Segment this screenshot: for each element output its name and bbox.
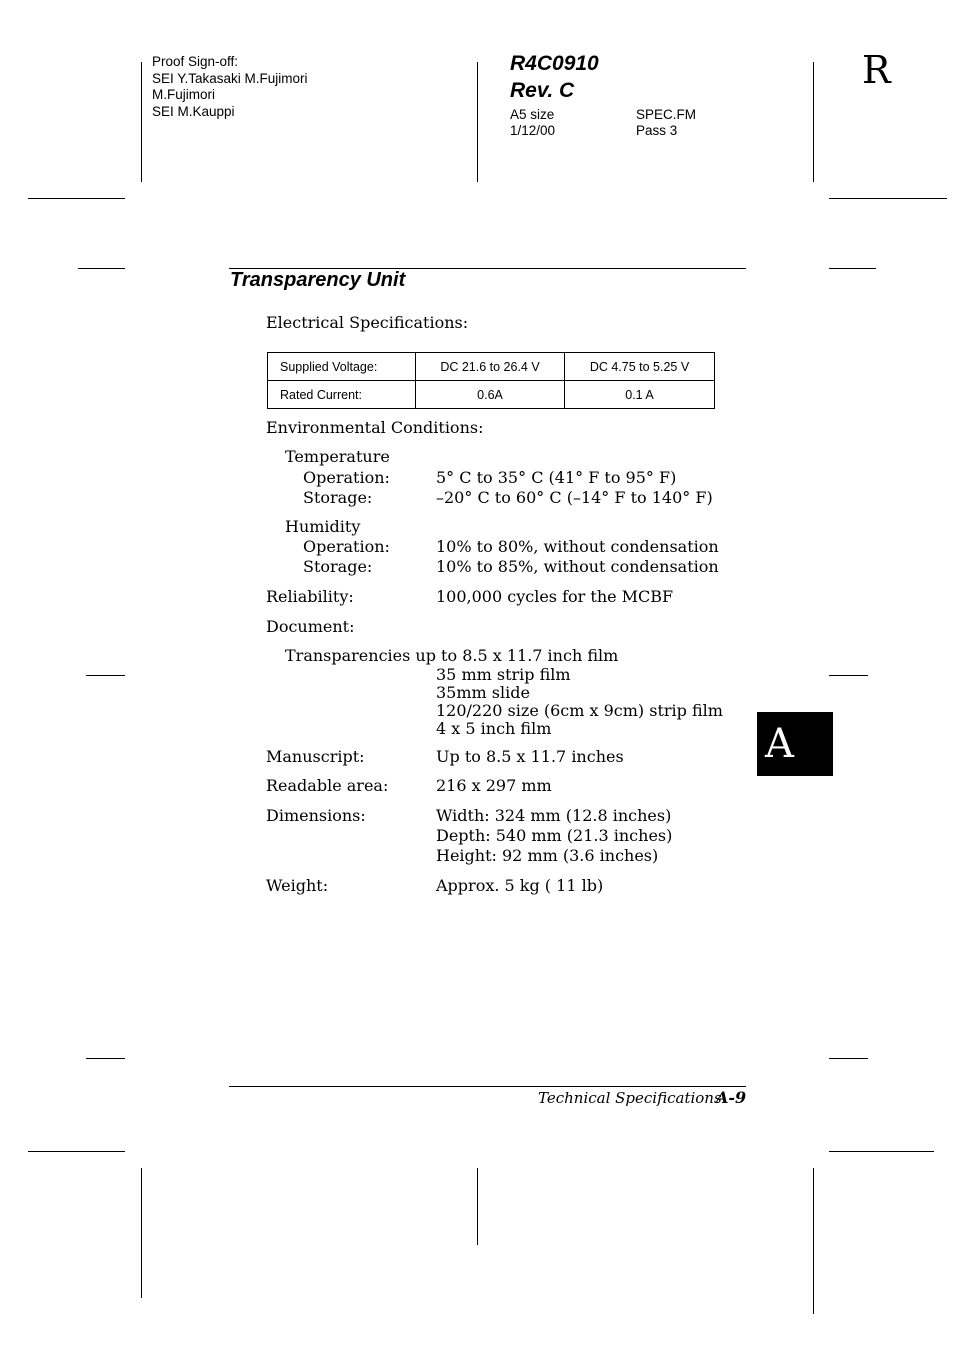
crop-mark (477, 1168, 478, 1245)
crop-mark (477, 62, 478, 182)
dimensions-width: Width: 324 mm (12.8 inches) (436, 806, 672, 825)
reliability-value: 100,000 cycles for the MCBF (436, 587, 674, 606)
chapter-letter: R (862, 48, 891, 92)
humidity-storage-value: 10% to 85%, without condensation (436, 557, 719, 576)
document-film-list (436, 666, 723, 738)
doc-size: A5 size (510, 107, 555, 122)
crop-mark (86, 675, 125, 676)
crop-mark (829, 268, 876, 269)
document-id (510, 50, 599, 104)
list-item: 35 mm strip film (436, 665, 571, 684)
crop-mark (829, 198, 947, 199)
crop-mark (86, 1058, 125, 1059)
readable-area-label: Readable area: (266, 776, 389, 795)
table-cell: DC 21.6 to 26.4 V (416, 353, 565, 381)
section-title: Transparency Unit (230, 269, 406, 291)
temp-operation-value: 5° C to 35° C (41° F to 95° F) (436, 468, 677, 487)
weight-label: Weight: (266, 876, 329, 895)
doc-date: 1/12/00 (510, 123, 556, 138)
humidity-label: Humidity (285, 517, 361, 536)
temp-storage-label: Storage: (303, 488, 373, 507)
list-item: 4 x 5 inch film (436, 719, 552, 738)
crop-mark (78, 268, 125, 269)
proof-line: M.Fujimori (152, 87, 215, 102)
table-cell: 0.6A (416, 381, 565, 409)
crop-mark (829, 1151, 934, 1152)
crop-mark (141, 62, 142, 182)
crop-mark (813, 62, 814, 182)
temp-storage-value: –20° C to 60° C (–14° F to 140° F) (436, 488, 713, 507)
crop-mark (829, 1058, 868, 1059)
appendix-tab: A (757, 712, 833, 776)
dimensions-label: Dimensions: (266, 806, 366, 825)
environment-label: Environmental Conditions: (266, 418, 484, 437)
electrical-label: Electrical Specifications: (266, 313, 469, 332)
proof-signoff (152, 54, 308, 120)
crop-mark (829, 675, 868, 676)
table-cell: Rated Current: (268, 381, 416, 409)
page-number: A-9 (716, 1088, 747, 1107)
footer-title: Technical Specifications (538, 1089, 722, 1107)
transparencies-text: Transparencies up to 8.5 x 11.7 inch film (285, 646, 619, 665)
crop-mark (813, 1168, 814, 1314)
table-cell: 0.1 A (565, 381, 715, 409)
doc-file: SPEC.FM (636, 107, 697, 122)
proof-line: SEI M.Kauppi (152, 103, 235, 119)
manuscript-value: Up to 8.5 x 11.7 inches (436, 747, 624, 766)
humidity-storage-label: Storage: (303, 557, 373, 576)
humidity-operation-value: 10% to 80%, without condensation (436, 537, 719, 556)
temperature-label: Temperature (285, 447, 390, 466)
crop-mark (28, 198, 125, 199)
document-code: R4C0910 (510, 52, 599, 75)
manuscript-label: Manuscript: (266, 747, 365, 766)
table-cell: Supplied Voltage: (268, 353, 416, 381)
footer-rule (229, 1086, 746, 1087)
dimensions-depth: Depth: 540 mm (21.3 inches) (436, 826, 673, 845)
reliability-label: Reliability: (266, 587, 354, 606)
document-label: Document: (266, 617, 355, 636)
crop-mark (28, 1151, 125, 1152)
doc-pass: Pass 3 (636, 123, 678, 138)
electrical-spec-table (267, 352, 715, 409)
proof-line: SEI Y.Takasaki M.Fujimori (152, 70, 308, 86)
list-item: 120/220 size (6cm x 9cm) strip film (436, 701, 723, 720)
table-row (268, 381, 715, 409)
table-row (268, 353, 715, 381)
list-item: 35mm slide (436, 683, 530, 702)
proof-line: Proof Sign-off: (152, 54, 239, 69)
humidity-operation-label: Operation: (303, 537, 390, 556)
crop-mark (141, 1168, 142, 1298)
temp-operation-label: Operation: (303, 468, 390, 487)
readable-area-value: 216 x 297 mm (436, 776, 552, 795)
weight-value: Approx. 5 kg ( 11 lb) (436, 876, 604, 895)
dimensions-height: Height: 92 mm (3.6 inches) (436, 846, 659, 865)
table-cell: DC 4.75 to 5.25 V (565, 353, 715, 381)
document-revision: Rev. C (510, 79, 575, 102)
